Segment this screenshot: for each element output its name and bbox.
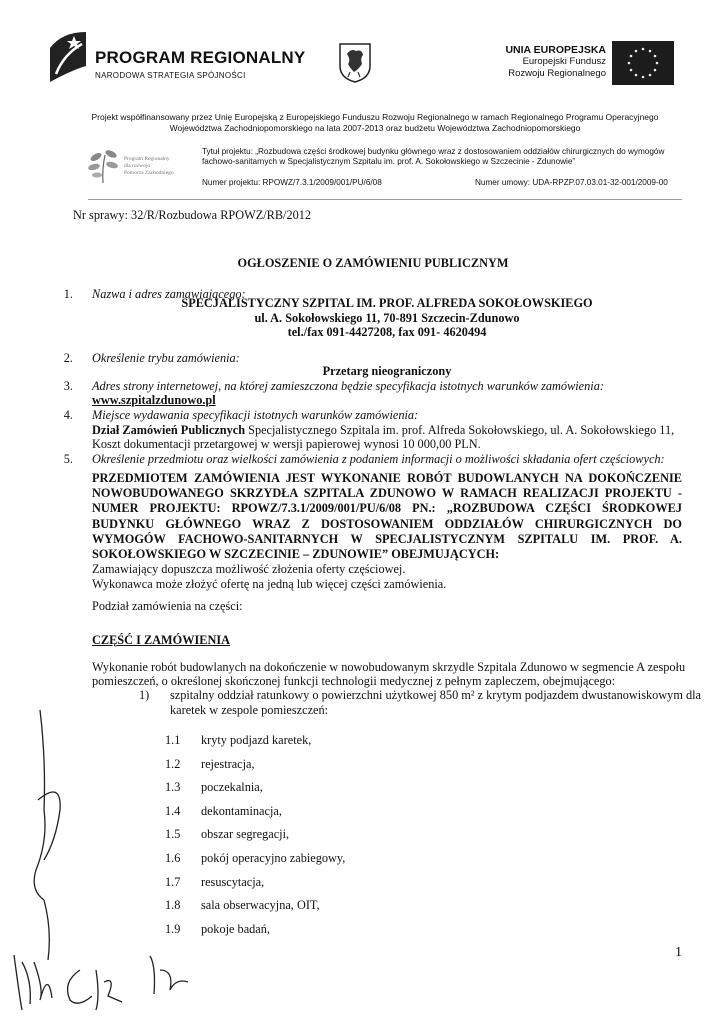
contracting-authority-phone: tel./fax 091-4427208, fax 091- 4620494 — [287, 325, 487, 339]
eu-flag-icon — [612, 41, 674, 85]
contract-number: Numer umowy: UDA-RPZP.07.03.01-32-001/2009-00 — [475, 178, 668, 187]
room-number: 1.8 — [165, 898, 181, 913]
partial-offer-note-1: Zamawiający dopuszcza możliwość złożenia oferty częściowej. — [92, 562, 406, 576]
page-number: 1 — [675, 945, 682, 960]
small-logo-line1: Program Regionalny — [124, 156, 170, 162]
item-1-line2: karetek w zespole pomieszczeń: — [170, 703, 329, 717]
section-3-label: Adres strony internetowej, na której zamieszczona będzie specyfikacja istotnych warunków zamówienia: — [92, 379, 604, 393]
room-label: pokój operacyjno zabiegowy, — [201, 851, 346, 865]
section-1-number: 1. — [63, 287, 73, 301]
eu-fund-line1: Europejski Fundusz — [522, 56, 606, 67]
regional-program-small-logo — [85, 145, 121, 185]
room-number: 1.7 — [165, 874, 181, 889]
cofinancing-note — [80, 112, 670, 134]
cofinancing-line2: Województwa Zachodniopomorskiego na lata 2007-2013 oraz budżetu Województwa Zachodniopomorskiego — [169, 123, 581, 133]
part-1-heading: CZĘŚĆ I ZAMÓWIENIA — [92, 633, 231, 647]
eu-label — [480, 44, 606, 80]
room-label: pokoje badań, — [201, 921, 270, 936]
item-1-number: 1) — [139, 688, 150, 702]
eu-fund-line2: Rozwoju Regionalnego — [508, 68, 606, 79]
room-label: dekontaminacja, — [201, 803, 282, 818]
small-logo-text — [124, 156, 174, 177]
room-number: 1.4 — [165, 803, 181, 818]
section-1-label: Nazwa i adres zamawiającego: — [92, 287, 246, 301]
section-5-number: 5. — [63, 452, 73, 466]
small-logo-line2: dla rozwoju — [124, 163, 151, 169]
room-number: 1.2 — [165, 756, 181, 771]
room-number: 1.3 — [165, 780, 181, 795]
header-divider — [88, 199, 682, 200]
room-number: 1.9 — [165, 921, 181, 936]
small-logo-line3: Pomorza Zachodniego — [124, 170, 174, 176]
section-3-number: 3. — [63, 379, 73, 393]
document-title: OGŁOSZENIE O ZAMÓWIENIU PUBLICZNYM — [237, 256, 509, 270]
room-number: 1.6 — [165, 851, 181, 865]
program-regionalny-logo — [48, 30, 88, 84]
section-4-line1 — [92, 423, 674, 437]
procedure-type: Przetarg nieograniczony — [322, 364, 452, 378]
room-number: 1.1 — [165, 733, 181, 747]
public-procurement-department: Dział Zamówień Publicznych — [92, 423, 246, 437]
project-number: Numer projektu: RPOWZ/7.3.1/2009/001/PU/6/08 — [202, 178, 382, 187]
section-2-label: Określenie trybu zamówienia: — [92, 351, 240, 365]
contracting-authority-address: ul. A. Sokołowskiego 11, 70-891 Szczecin-Zdunowo — [254, 311, 520, 325]
section-4-label: Miejsce wydawania specyfikacji istotnych warunków zamówienia: — [92, 408, 419, 422]
section-4-location: Specjalistycznego Szpitala im. prof. Alfreda Sokołowskiego, ul. A. Sokołowskiego 11, — [245, 423, 675, 437]
program-subtitle: NARODOWA STRATEGIA SPÓJNOŚCI — [95, 71, 246, 80]
section-5-label: Określenie przedmiotu oraz wielkości zamówienia z podaniem informacji o możliwości składania ofert częściowych: — [92, 452, 665, 466]
part-1-intro-line2: pomieszczeń, o określonej skończonej funkcji technologii medycznej z pełnym zapleczem, obejmującego: — [92, 674, 616, 688]
part-1-intro-line1: Wykonanie robót budowlanych na dokończenie w nowobudowanym skrzydle Szpitala Zdunowo w segmencie A zespołu — [92, 660, 686, 674]
room-label: kryty podjazd karetek, — [201, 733, 312, 747]
room-label: rejestracja, — [201, 756, 255, 771]
order-subject: PRZEDMIOTEM ZAMÓWIENIA JEST WYKONANIE ROBÓT BUDOWLANYCH NA DOKOŃCZENIE NOWOBUDOWANEGO SKRZYDŁA SZPITALA ZDUNOWO W RAMACH REALIZACJI PROJEKTU - NUMER PROJEKTU: RPOWZ/7.3.1/2009/001/PU/6/08 PN.: „ROZBUDOWA CZĘŚCI ŚRODKOWEJ BUDYNKU GŁÓWNEGO WRAZ Z DOSTOSOWANIEM ODDZIAŁÓW CHIRURGICZNYCH DO WYMOGÓW FACHOWO-SANITARNYCH W SPECJALISTYCZNYM SZPITALU IM. PROF. A. SOKOŁOWSKIEGO W SZCZECINIE – ZDUNOWIE” OBEJMUJĄCYCH: — [92, 471, 682, 562]
room-number: 1.5 — [165, 827, 181, 842]
room-label: obszar segregacji, — [201, 827, 290, 842]
item-1-line1: szpitalny oddział ratunkowy o powierzchni użytkowej 850 m² z krytym podjazdem dwustanowiskowym dla — [170, 688, 701, 702]
section-4-number: 4. — [63, 408, 73, 422]
website-link[interactable]: www.szpitalzdunowo.pl — [92, 393, 216, 407]
case-number: Nr sprawy: 32/R/Rozbudowa RPOWZ/RB/2012 — [73, 208, 312, 222]
cofinancing-line1: Projekt współfinansowany przez Unię Europejską z Europejskiego Funduszu Rozwoju Regionalnego w ramach Regionalnego Programu Operacyjnego — [91, 112, 659, 122]
eu-title: UNIA EUROPEJSKA — [505, 44, 606, 56]
documentation-cost: Koszt dokumentacji przetargowej w wersji papierowej wynosi 10 000,00 PLN. — [92, 437, 481, 451]
coat-of-arms-icon — [338, 42, 372, 84]
contracting-authority-name: SPECJALISTYCZNY SZPITAL IM. PROF. ALFREDA SOKOŁOWSKIEGO — [181, 296, 593, 310]
project-title: Tytuł projektu: „Rozbudowa części środkowej budynku głównego wraz z dostosowaniem oddziałów chirurgicznych do wymogów fachowo-sanitarnych w Specjalistycznym Szpitalu im. prof. A. Sokołowskiego w Szczecinie - Zdunowie” — [202, 147, 665, 166]
section-2-number: 2. — [63, 351, 73, 365]
room-label: resuscytacja, — [201, 874, 265, 889]
handwritten-signatures — [0, 700, 240, 1020]
room-label: poczekalnia, — [201, 780, 263, 795]
room-label: sala obserwacyjna, OIT, — [201, 898, 320, 913]
program-title: PROGRAM REGIONALNY — [95, 48, 306, 67]
order-split-label: Podział zamówienia na części: — [92, 599, 243, 613]
partial-offer-note-2: Wykonawca może złożyć ofertę na jedną lub więcej części zamówienia. — [92, 577, 447, 591]
